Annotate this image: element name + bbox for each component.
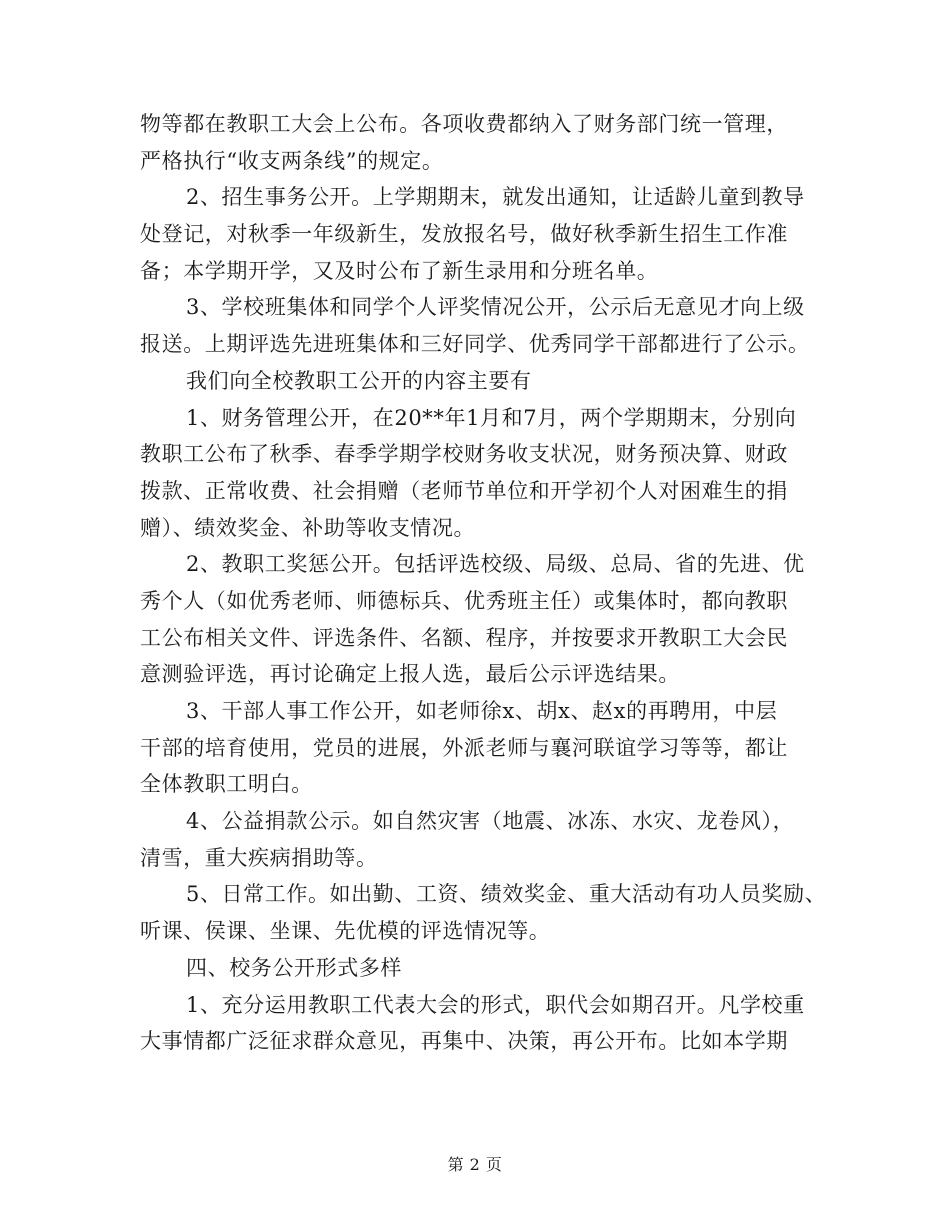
text-line: 2、教职工奖惩公开。包括评选校级、局级、总局、省的先进、优	[186, 552, 805, 577]
document-body	[140, 106, 830, 1060]
text-line: 1、充分运用教职工代表大会的形式，职代会如期召开。凡学校重	[186, 992, 805, 1017]
text-line: 报送。上期评选先进班集体和三好同学、优秀同学干部都进行了公示。	[140, 332, 810, 357]
text-line: 5、日常工作。如出勤、工资、绩效奖金、重大活动有功人员奖励、	[186, 882, 827, 907]
text-line: 工公布相关文件、评选条件、名额、程序，并按要求开教职工大会民	[140, 625, 788, 650]
text-line: 干部的培育使用，党员的进展，外派老师与襄河联谊学习等等，都让	[140, 735, 788, 760]
text-line: 1、财务管理公开，在20**年1月和7月，两个学期期末，分别向	[186, 405, 797, 430]
text-line: 严格执行“收支两条线”的规定。	[140, 148, 444, 173]
text-line: 3、干部人事工作公开，如老师徐x、胡x、赵x的再聘用，中层	[186, 699, 778, 723]
text-line: 备；本学期开学，又及时公布了新生录用和分班名单。	[140, 258, 659, 283]
text-line: 2、招生事务公开。上学期期末，就发出通知，让适龄儿童到教导	[186, 185, 805, 210]
text-line: 4、公益捐款公示。如自然灾害（地震、冰冻、水灾、龙卷风），	[186, 809, 795, 834]
page-number: 第 2 页	[447, 1155, 503, 1174]
text-line: 3、学校班集体和同学个人评奖情况公开，公示后无意见才向上级	[186, 295, 805, 320]
text-line: 清雪，重大疾病捐助等。	[140, 845, 378, 870]
text-line: 我们向全校教职工公开的内容主要有	[186, 368, 532, 393]
text-line: 处登记，对秋季一年级新生，发放报名号，做好秋季新生招生工作准	[140, 222, 788, 247]
text-line: 大事情都广泛征求群众意见，再集中、决策，再公开布。比如本学期	[140, 1029, 788, 1054]
text-line: 物等都在教职工大会上公布。各项收费都纳入了财务部门统一管理，	[140, 112, 788, 136]
text-line: 秀个人（如优秀老师、师德标兵、优秀班主任）或集体时，都向教职	[140, 588, 788, 613]
text-line: 意测验评选，再讨论确定上报人选，最后公示评选结果。	[140, 662, 680, 687]
text-line: 赠）、绩效奖金、补助等收支情况。	[140, 515, 476, 540]
text-line: 听课、侯课、坐课、先优模的评选情况等。	[140, 919, 551, 944]
text-line: 拨款、正常收费、社会捐赠（老师节单位和开学初个人对困难生的捐	[140, 478, 788, 503]
text-line: 全体教职工明白。	[140, 772, 313, 797]
section-heading: 四、校务公开形式多样	[186, 955, 402, 980]
text-line: 教职工公布了秋季、春季学期学校财务收支状况，财务预决算、财政	[140, 442, 788, 467]
